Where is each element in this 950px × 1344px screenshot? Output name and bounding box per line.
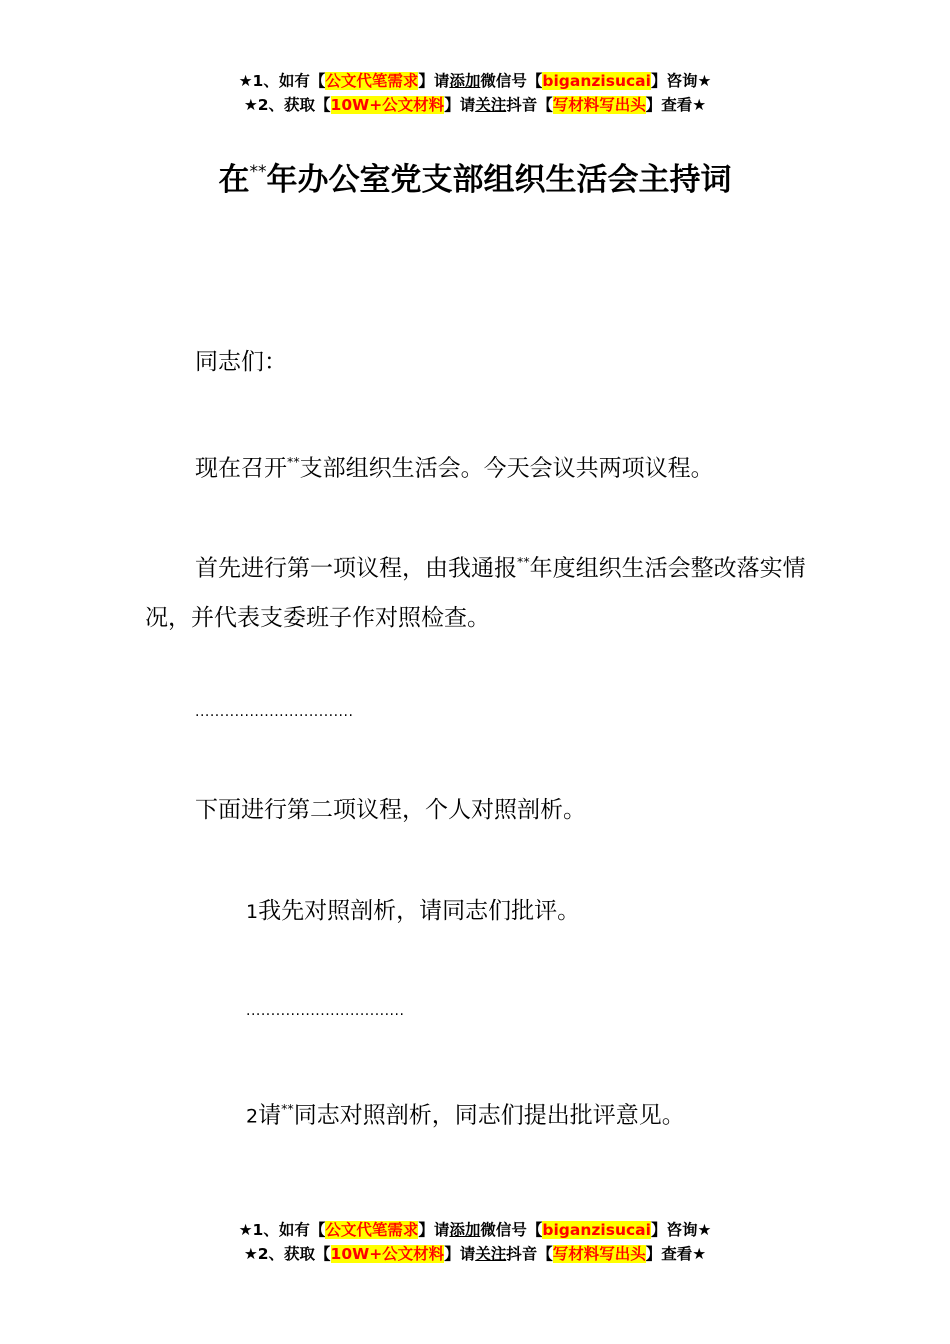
document-title: 在**年办公室党支部组织生活会主持词 — [218, 161, 732, 198]
highlight-douyin-id: 写材料写出头 — [552, 96, 646, 114]
highlight-douyin-id: 写材料写出头 — [552, 1245, 646, 1263]
ellipsis-1: ................................ — [195, 704, 354, 720]
promo-line-2: ★2、获取【10W+公文材料】请关注抖音【写材料写出头】查看★ — [243, 1245, 707, 1263]
promo-line-1: ★1、如有【公文代笔需求】请添加微信号【biganzisucai】咨询★ — [238, 72, 712, 90]
list-item-2: 2请**同志对照剖析，同志们提出批评意见。 — [246, 1101, 685, 1129]
promo-banner-top — [0, 69, 950, 117]
paragraph-agenda-1: 首先进行第一项议程，由我通报**年度组织生活会整改落实情况，并代表支委班子作对照检查。 — [145, 554, 806, 632]
paragraph-opening: 现在召开**支部组织生活会。今天会议共两项议程。 — [195, 454, 714, 482]
highlight-service: 公文代笔需求 — [325, 1221, 419, 1239]
greeting: 同志们： — [195, 349, 287, 375]
ellipsis-2: ................................ — [246, 1003, 405, 1019]
promo-line-2: ★2、获取【10W+公文材料】请关注抖音【写材料写出头】查看★ — [243, 96, 707, 114]
highlight-materials: 10W+公文材料 — [330, 96, 445, 114]
promo-banner-bottom — [0, 1218, 950, 1266]
paragraph-agenda-2: 下面进行第二项议程，个人对照剖析。 — [195, 797, 586, 823]
highlight-service: 公文代笔需求 — [325, 72, 419, 90]
promo-line-1: ★1、如有【公文代笔需求】请添加微信号【biganzisucai】咨询★ — [238, 1221, 712, 1239]
highlight-wechat-id: biganzisucai — [542, 72, 651, 90]
highlight-materials: 10W+公文材料 — [330, 1245, 445, 1263]
list-item-1: 1我先对照剖析，请同志们批评。 — [246, 898, 581, 924]
highlight-wechat-id: biganzisucai — [542, 1221, 651, 1239]
